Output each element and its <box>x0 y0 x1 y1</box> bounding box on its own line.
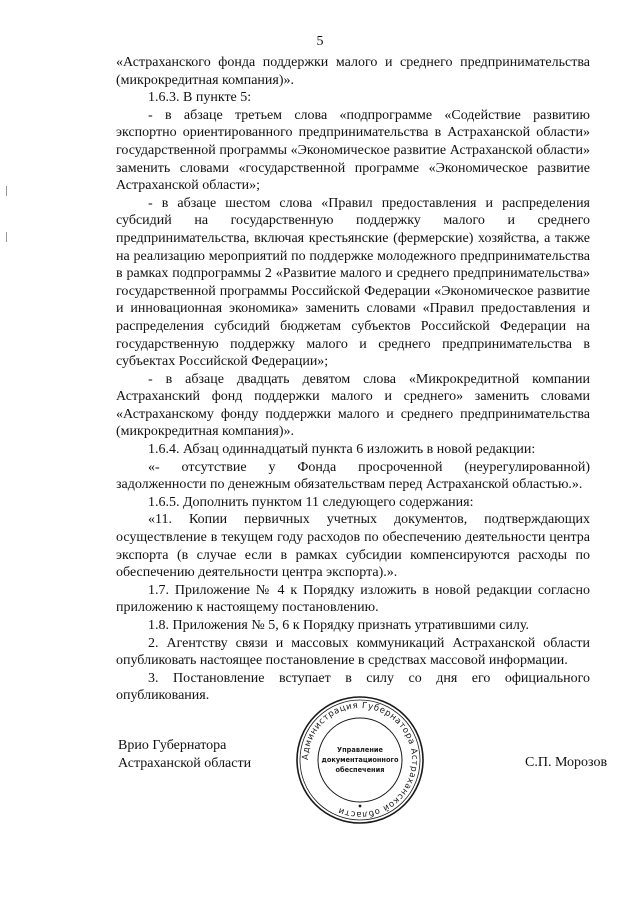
paragraph: 2. Агентству связи и массовых коммуникаций Астраханской области опубликовать настоящее постановление в средствах массовой информации. <box>116 635 590 669</box>
stamp-center-line1: Управление <box>337 746 383 754</box>
paragraph: «11. Копии первичных учетных документов, подтверждающих осуществление в текущем году расходов по обеспечению деятельности центра экспорта (в случае если в рамках субсидии компенсируются расходы по обеспечению деятельности центра экспорта).». <box>116 512 590 581</box>
paragraph: - в абзаце двадцать девятом слова «Микрокредитной компании Астраханский фонд поддержки малого и среднего» заменить словами «Астраханскому фонду поддержки малого и среднего предпринимательства (микрокредитная компания)». <box>116 371 590 440</box>
paragraph: «- отсутствие у Фонда просроченной (неурегулированной) задолженности по денежным обязательствам перед Астраханской областью.». <box>116 459 590 493</box>
document-body <box>116 54 590 705</box>
page-number: 5 <box>316 34 324 49</box>
official-stamp <box>294 694 426 826</box>
signatory-position-line2: Астраханской области <box>118 756 252 771</box>
stamp-center-line2: документационного <box>321 756 399 764</box>
signatory-position-line1: Врио Губернатора <box>118 738 227 753</box>
stamp-ring-text: Администрация Губернатора Астраханской области <box>300 700 420 820</box>
signatory-name: С.П. Морозов <box>525 755 608 770</box>
paragraph: «Астраханского фонда поддержки малого и среднего предпринимательства (микрокредитная компания)». <box>116 55 590 88</box>
paragraph: 1.6.4. Абзац одиннадцатый пункта 6 изложить в новой редакции: <box>148 442 536 458</box>
paragraph: - в абзаце третьем слова «подпрограмме «Содействие развитию экспортно ориентированного предпринимательства в Астраханской области» государственной программы «Экономическое развитие Астраханской области» заменить словами «государственной программе «Экономическое развитие Астраханской области»; <box>116 107 590 194</box>
paragraph: 1.7. Приложение № 4 к Порядку изложить в новой редакции согласно приложению к настоящему постановлению. <box>116 582 590 616</box>
paragraph: 3. Постановление вступает в силу со дня его официального опубликования. <box>116 670 590 704</box>
paragraph: 1.8. Приложения № 5, 6 к Порядку признать утратившими силу. <box>148 618 529 633</box>
stamp-center-line3: обеспечения <box>335 766 385 774</box>
scan-margin-mark <box>6 186 7 196</box>
paragraph: - в абзаце шестом слова «Правил предоставления и распределения субсидий на государственную поддержку малого и среднего предпринимательства, включая крестьянские (фермерские) хозяйства, а также на реализацию мероприятий по поддержке молодежного предпринимательства в рамках подпрограммы 2 «Развитие малого и среднего предпринимательства» государственной программы Российской Федерации «Экономическое развитие и инновационная экономика» заменить словами «Правил предоставления и распределения субсидий бюджетам субъектов Российской Федерации на государственную поддержку малого и среднего предпринимательства в субъектах Российской Федерации»; <box>116 195 590 370</box>
signatory-position <box>118 737 251 773</box>
scan-margin-mark <box>6 232 7 242</box>
paragraph: 1.6.3. В пункте 5: <box>148 90 252 106</box>
paragraph: 1.6.5. Дополнить пунктом 11 следующего содержания: <box>148 494 474 510</box>
